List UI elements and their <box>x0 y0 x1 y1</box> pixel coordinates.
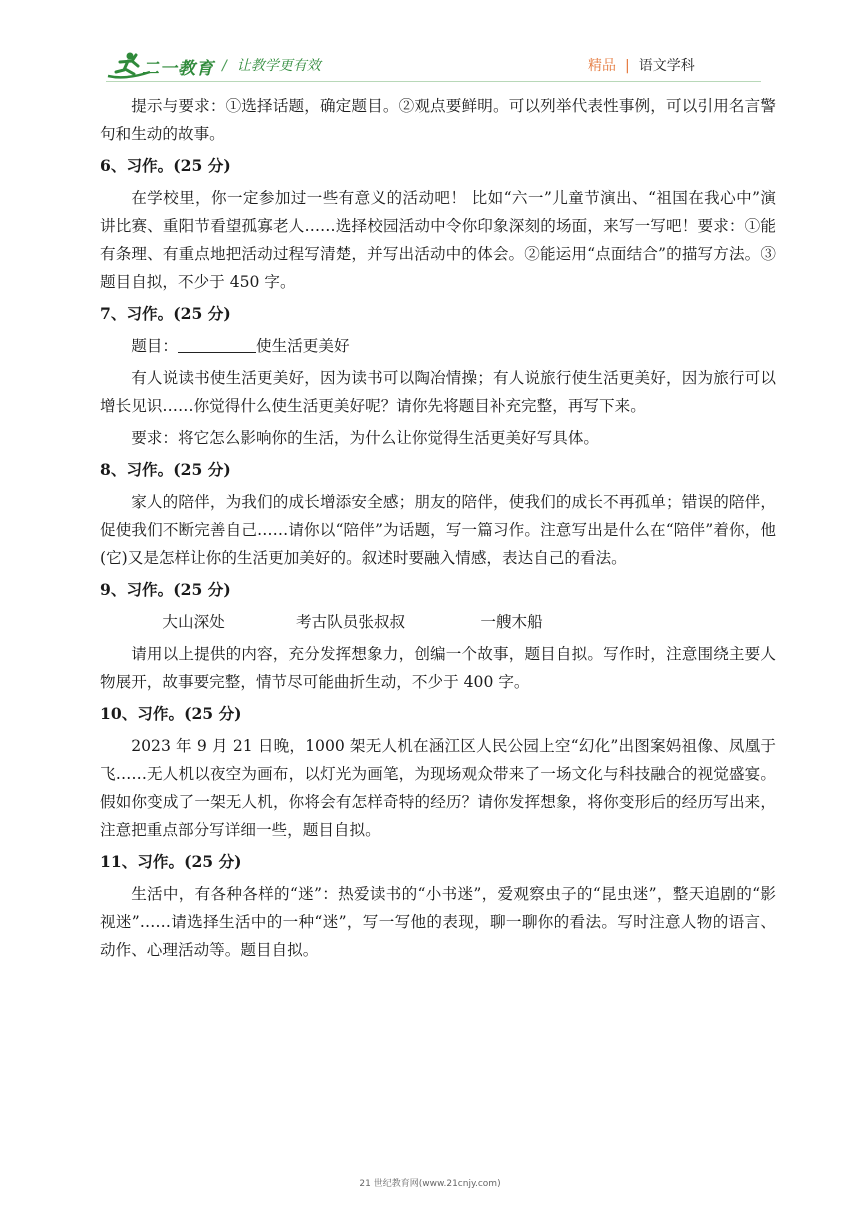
question-9-words <box>100 608 776 636</box>
word-1: 大山深处 <box>162 613 225 631</box>
page-header <box>0 0 860 82</box>
question-11-title: 11、习作。(25 分) <box>100 852 242 871</box>
subject-label: 语文学科 <box>638 58 695 74</box>
tag-separator: | <box>625 58 630 74</box>
brand-name: 二一教育 <box>142 59 214 79</box>
slogan-separator: / <box>222 58 227 74</box>
question-10-title: 10、习作。(25 分) <box>100 704 242 723</box>
slogan-text: 让教学更有效 <box>236 58 321 74</box>
question-7-topic <box>100 332 776 360</box>
question-7-requirement: 要求：将它怎么影响你的生活，为什么让你觉得生活更美好写具体。 <box>131 429 600 447</box>
header-divider <box>106 81 761 82</box>
word-3: 一艘木船 <box>480 613 543 631</box>
topic-prefix: 题目： <box>131 337 178 355</box>
question-7-body: 有人说读书使生活更美好，因为读书可以陶冶情操；有人说旅行使生活更美好，因为旅行可以增长见识……你觉得什么使生活更美好呢？请你先将题目补充完整，再写下来。 <box>100 369 776 415</box>
question-9-title: 9、习作。(25 分) <box>100 580 231 599</box>
subject-tag <box>588 55 695 75</box>
slogan <box>222 55 321 75</box>
question-8-body: 家人的陪伴，为我们的成长增添安全感；朋友的陪伴，使我们的成长不再孤单；错误的陪伴，促使我们不断完善自己……请你以“陪伴”为话题，写一篇习作。注意写出是什么在“陪伴”着你，他(它)又是怎样让你的生活更加美好的。叙述时要融入情感，表达自己的看法。 <box>100 493 776 567</box>
question-7-title: 7、习作。(25 分) <box>100 304 231 323</box>
word-2: 考古队员张叔叔 <box>295 613 406 631</box>
question-6-title: 6、习作。(25 分) <box>100 156 231 175</box>
question-9-body: 请用以上提供的内容，充分发挥想象力，创编一个故事，题目自拟。写作时，注意围绕主要人物展开，故事要完整，情节尽可能曲折生动，不少于 400 字。 <box>100 645 776 691</box>
quality-label: 精品 <box>588 58 616 74</box>
page-footer: 21 世纪教育网(www.21cnjy.com) <box>359 1179 501 1189</box>
document-body <box>100 92 776 968</box>
question-6-body: 在学校里，你一定参加过一些有意义的活动吧！ 比如“六一”儿童节演出、“祖国在我心中”演讲比赛、重阳节看望孤寡老人……选择校园活动中令你印象深刻的场面，来写一写吧！要求：①能有条理、有重点地把活动过程写清楚，并写出活动中的体会。②能运用“点面结合”的描写方法。③题目自拟，不少于 450 字。 <box>100 189 776 291</box>
topic-suffix: 使生活更美好 <box>255 337 350 355</box>
question-11-body: 生活中，有各种各样的“迷”：热爱读书的“小书迷”，爱观察虫子的“昆虫迷”，整天追剧的“影视迷”……请选择生活中的一种“迷”，写一写他的表现，聊一聊你的看法。写时注意人物的语言、动作、心理活动等。题目自拟。 <box>100 885 776 959</box>
question-8-title: 8、习作。(25 分) <box>100 460 231 479</box>
question-10-body: 2023 年 9 月 21 日晚，1000 架无人机在涵江区人民公园上空“幻化”出图案妈祖像、凤凰于飞……无人机以夜空为画布，以灯光为画笔，为现场观众带来了一场文化与科技融合的视觉盛宴。假如你变成了一架无人机，你将会有怎样奇特的经历？请你发挥想象，将你变形后的经历写出来，注意把重点部分写详细一些，题目自拟。 <box>100 737 776 839</box>
fill-in-blank[interactable] <box>178 336 256 353</box>
intro-requirements: 提示与要求：①选择话题，确定题目。②观点要鲜明。可以列举代表性事例，可以引用名言警句和生动的故事。 <box>100 97 776 143</box>
